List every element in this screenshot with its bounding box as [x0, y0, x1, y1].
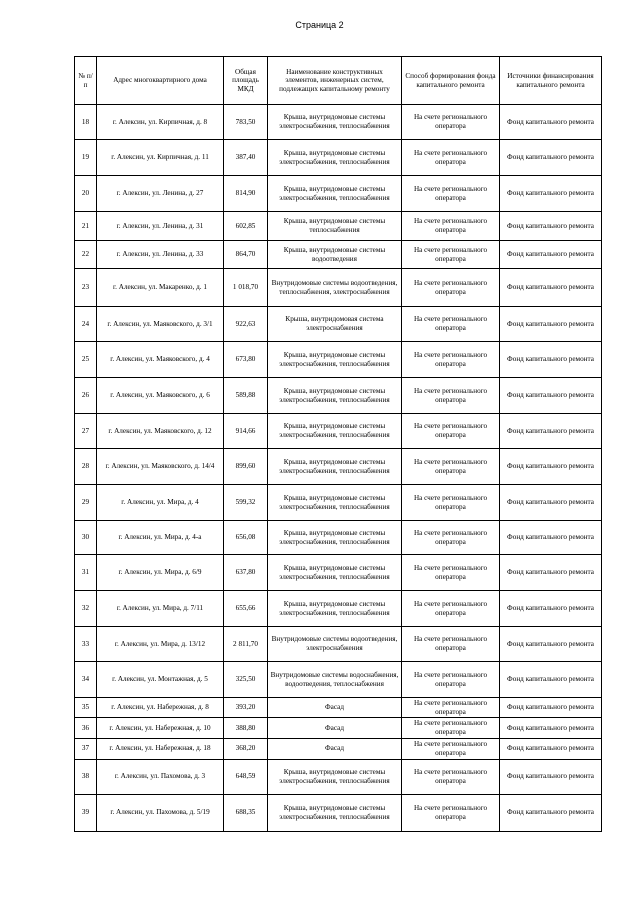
cell-source: Фонд капитального ремонта: [500, 414, 602, 449]
cell-elements: Крыша, внутридомовые системы водоотведения: [268, 241, 402, 269]
cell-method: На счете регионального оператора: [402, 555, 500, 591]
cell-address: г. Алексин, ул. Мира, д. 13/12: [97, 627, 224, 662]
cell-num: 22: [75, 241, 97, 269]
cell-method: На счете регионального оператора: [402, 591, 500, 627]
cell-num: 38: [75, 759, 97, 794]
table-row: [75, 241, 602, 269]
cell-elements: Крыша, внутридомовые системы электроснабжения, теплоснабжения: [268, 342, 402, 378]
cell-source: Фонд капитального ремонта: [500, 627, 602, 662]
cell-source: Фонд капитального ремонта: [500, 176, 602, 212]
cell-elements: Крыша, внутридомовые системы электроснабжения, теплоснабжения: [268, 485, 402, 521]
cell-elements: Крыша, внутридомовые системы электроснабжения, теплоснабжения: [268, 449, 402, 485]
cell-area: 783,50: [224, 105, 268, 140]
cell-elements: Фасад: [268, 738, 402, 759]
cell-method: На счете регионального оператора: [402, 140, 500, 176]
cell-method: На счете регионального оператора: [402, 627, 500, 662]
cell-elements: Крыша, внутридомовые системы электроснабжения, теплоснабжения: [268, 378, 402, 414]
cell-address: г. Алексин, ул. Мира, д. 6/9: [97, 555, 224, 591]
cell-area: 325,50: [224, 662, 268, 698]
cell-source: Фонд капитального ремонта: [500, 105, 602, 140]
cell-num: 29: [75, 485, 97, 521]
cell-num: 18: [75, 105, 97, 140]
cell-num: 34: [75, 662, 97, 698]
cell-num: 31: [75, 555, 97, 591]
header-num: № п/п: [75, 57, 97, 105]
cell-address: г. Алексин, ул. Кирпичная, д. 8: [97, 105, 224, 140]
table-row: [75, 718, 602, 738]
cell-source: Фонд капитального ремонта: [500, 342, 602, 378]
cell-area: 864,70: [224, 241, 268, 269]
cell-method: На счете регионального оператора: [402, 307, 500, 342]
cell-num: 26: [75, 378, 97, 414]
cell-address: г. Алексин, ул. Пахомова, д. 3: [97, 759, 224, 794]
cell-area: 2 811,70: [224, 627, 268, 662]
cell-elements: Крыша, внутридомовые системы электроснабжения, теплоснабжения: [268, 140, 402, 176]
table-header-row: [75, 57, 602, 105]
cell-elements: Крыша, внутридомовые системы электроснабжения, теплоснабжения: [268, 794, 402, 831]
cell-num: 36: [75, 718, 97, 738]
cell-elements: Фасад: [268, 718, 402, 738]
cell-area: 914,66: [224, 414, 268, 449]
cell-num: 19: [75, 140, 97, 176]
cell-area: 673,80: [224, 342, 268, 378]
cell-num: 21: [75, 212, 97, 241]
cell-source: Фонд капитального ремонта: [500, 718, 602, 738]
cell-num: 24: [75, 307, 97, 342]
cell-method: На счете регионального оператора: [402, 212, 500, 241]
table-row: [75, 176, 602, 212]
table-row: [75, 307, 602, 342]
repair-table: [74, 56, 602, 832]
cell-source: Фонд капитального ремонта: [500, 591, 602, 627]
cell-method: На счете регионального оператора: [402, 759, 500, 794]
cell-method: На счете регионального оператора: [402, 662, 500, 698]
cell-elements: Внутридомовые системы водоотведения, электроснабжения: [268, 627, 402, 662]
cell-source: Фонд капитального ремонта: [500, 555, 602, 591]
header-address: Адрес многоквартирного дома: [97, 57, 224, 105]
cell-address: г. Алексин, ул. Маяковского, д. 14/4: [97, 449, 224, 485]
cell-source: Фонд капитального ремонта: [500, 241, 602, 269]
cell-area: 368,20: [224, 738, 268, 759]
cell-source: Фонд капитального ремонта: [500, 378, 602, 414]
cell-method: На счете регионального оператора: [402, 794, 500, 831]
cell-address: г. Алексин, ул. Макаренко, д. 1: [97, 269, 224, 307]
cell-address: г. Алексин, ул. Кирпичная, д. 11: [97, 140, 224, 176]
cell-source: Фонд капитального ремонта: [500, 794, 602, 831]
cell-num: 23: [75, 269, 97, 307]
cell-num: 30: [75, 521, 97, 555]
cell-address: г. Алексин, ул. Ленина, д. 27: [97, 176, 224, 212]
cell-source: Фонд капитального ремонта: [500, 759, 602, 794]
table-row: [75, 738, 602, 759]
cell-elements: Крыша, внутридомовые системы электроснабжения, теплоснабжения: [268, 414, 402, 449]
table-row: [75, 794, 602, 831]
table-row: [75, 662, 602, 698]
cell-elements: Крыша, внутридомовые системы электроснабжения, теплоснабжения: [268, 105, 402, 140]
table-row: [75, 342, 602, 378]
cell-area: 1 018,70: [224, 269, 268, 307]
cell-area: 655,66: [224, 591, 268, 627]
cell-area: 602,85: [224, 212, 268, 241]
cell-address: г. Алексин, ул. Набережная, д. 10: [97, 718, 224, 738]
cell-source: Фонд капитального ремонта: [500, 738, 602, 759]
cell-area: 922,63: [224, 307, 268, 342]
cell-source: Фонд капитального ремонта: [500, 307, 602, 342]
cell-address: г. Алексин, ул. Мира, д. 4: [97, 485, 224, 521]
cell-source: Фонд капитального ремонта: [500, 449, 602, 485]
cell-address: г. Алексин, ул. Ленина, д. 31: [97, 212, 224, 241]
cell-num: 25: [75, 342, 97, 378]
table-row: [75, 698, 602, 718]
table-row: [75, 449, 602, 485]
cell-num: 20: [75, 176, 97, 212]
cell-area: 688,35: [224, 794, 268, 831]
table-row: [75, 105, 602, 140]
cell-address: г. Алексин, ул. Маяковского, д. 3/1: [97, 307, 224, 342]
cell-elements: Внутридомовые системы водоснабжения, водоотведения, теплоснабжения: [268, 662, 402, 698]
cell-elements: Крыша, внутридомовые системы теплоснабжения: [268, 212, 402, 241]
cell-address: г. Алексин, ул. Набережная, д. 18: [97, 738, 224, 759]
cell-area: 589,88: [224, 378, 268, 414]
cell-method: На счете регионального оператора: [402, 105, 500, 140]
cell-method: На счете регионального оператора: [402, 378, 500, 414]
header-source: Источники финансирования капитального ремонта: [500, 57, 602, 105]
table-body: [75, 105, 602, 832]
cell-num: 28: [75, 449, 97, 485]
cell-source: Фонд капитального ремонта: [500, 485, 602, 521]
cell-area: 648,59: [224, 759, 268, 794]
table-row: [75, 521, 602, 555]
cell-area: 387,40: [224, 140, 268, 176]
cell-method: На счете регионального оператора: [402, 718, 500, 738]
table-row: [75, 485, 602, 521]
cell-method: На счете регионального оператора: [402, 176, 500, 212]
table-row: [75, 414, 602, 449]
cell-method: На счете регионального оператора: [402, 698, 500, 718]
cell-method: На счете регионального оператора: [402, 269, 500, 307]
cell-elements: Крыша, внутридомовые системы электроснабжения, теплоснабжения: [268, 555, 402, 591]
cell-elements: Крыша, внутридомовые системы электроснабжения, теплоснабжения: [268, 591, 402, 627]
cell-method: На счете регионального оператора: [402, 414, 500, 449]
cell-address: г. Алексин, ул. Мира, д. 4-а: [97, 521, 224, 555]
cell-address: г. Алексин, ул. Маяковского, д. 6: [97, 378, 224, 414]
cell-address: г. Алексин, ул. Монтажная, д. 5: [97, 662, 224, 698]
cell-method: На счете регионального оператора: [402, 241, 500, 269]
cell-area: 814,90: [224, 176, 268, 212]
cell-elements: Крыша, внутридомовая система электроснабжения: [268, 307, 402, 342]
cell-method: На счете регионального оператора: [402, 342, 500, 378]
header-method: Способ формирования фонда капитального ремонта: [402, 57, 500, 105]
cell-method: На счете регионального оператора: [402, 738, 500, 759]
cell-method: На счете регионального оператора: [402, 521, 500, 555]
cell-num: 32: [75, 591, 97, 627]
cell-num: 27: [75, 414, 97, 449]
cell-elements: Фасад: [268, 698, 402, 718]
cell-num: 39: [75, 794, 97, 831]
cell-source: Фонд капитального ремонта: [500, 521, 602, 555]
cell-area: 599,32: [224, 485, 268, 521]
table-row: [75, 555, 602, 591]
table-row: [75, 759, 602, 794]
cell-area: 388,80: [224, 718, 268, 738]
cell-area: 899,60: [224, 449, 268, 485]
header-area: Общая площадь МКД: [224, 57, 268, 105]
cell-num: 37: [75, 738, 97, 759]
cell-area: 393,20: [224, 698, 268, 718]
cell-num: 33: [75, 627, 97, 662]
header-elements: Наименование конструктивных элементов, инженерных систем, подлежащих капитальному ремонту: [268, 57, 402, 105]
page-label: Страница 2: [295, 20, 344, 30]
cell-area: 637,80: [224, 555, 268, 591]
cell-address: г. Алексин, ул. Набережная, д. 8: [97, 698, 224, 718]
cell-elements: Крыша, внутридомовые системы электроснабжения, теплоснабжения: [268, 759, 402, 794]
cell-num: 35: [75, 698, 97, 718]
cell-source: Фонд капитального ремонта: [500, 212, 602, 241]
cell-address: г. Алексин, ул. Ленина, д. 33: [97, 241, 224, 269]
cell-source: Фонд капитального ремонта: [500, 662, 602, 698]
table-row: [75, 212, 602, 241]
table-row: [75, 627, 602, 662]
cell-source: Фонд капитального ремонта: [500, 140, 602, 176]
cell-elements: Крыша, внутридомовые системы электроснабжения, теплоснабжения: [268, 521, 402, 555]
cell-source: Фонд капитального ремонта: [500, 269, 602, 307]
table-row: [75, 269, 602, 307]
cell-method: На счете регионального оператора: [402, 485, 500, 521]
cell-address: г. Алексин, ул. Маяковского, д. 4: [97, 342, 224, 378]
table-row: [75, 140, 602, 176]
table-row: [75, 591, 602, 627]
cell-source: Фонд капитального ремонта: [500, 698, 602, 718]
cell-address: г. Алексин, ул. Маяковского, д. 12: [97, 414, 224, 449]
cell-area: 656,08: [224, 521, 268, 555]
cell-address: г. Алексин, ул. Мира, д. 7/11: [97, 591, 224, 627]
cell-elements: Внутридомовые системы водоотведения, теплоснабжения, электроснабжения: [268, 269, 402, 307]
cell-address: г. Алексин, ул. Пахомова, д. 5/19: [97, 794, 224, 831]
cell-elements: Крыша, внутридомовые системы электроснабжения, теплоснабжения: [268, 176, 402, 212]
cell-method: На счете регионального оператора: [402, 449, 500, 485]
table-row: [75, 378, 602, 414]
